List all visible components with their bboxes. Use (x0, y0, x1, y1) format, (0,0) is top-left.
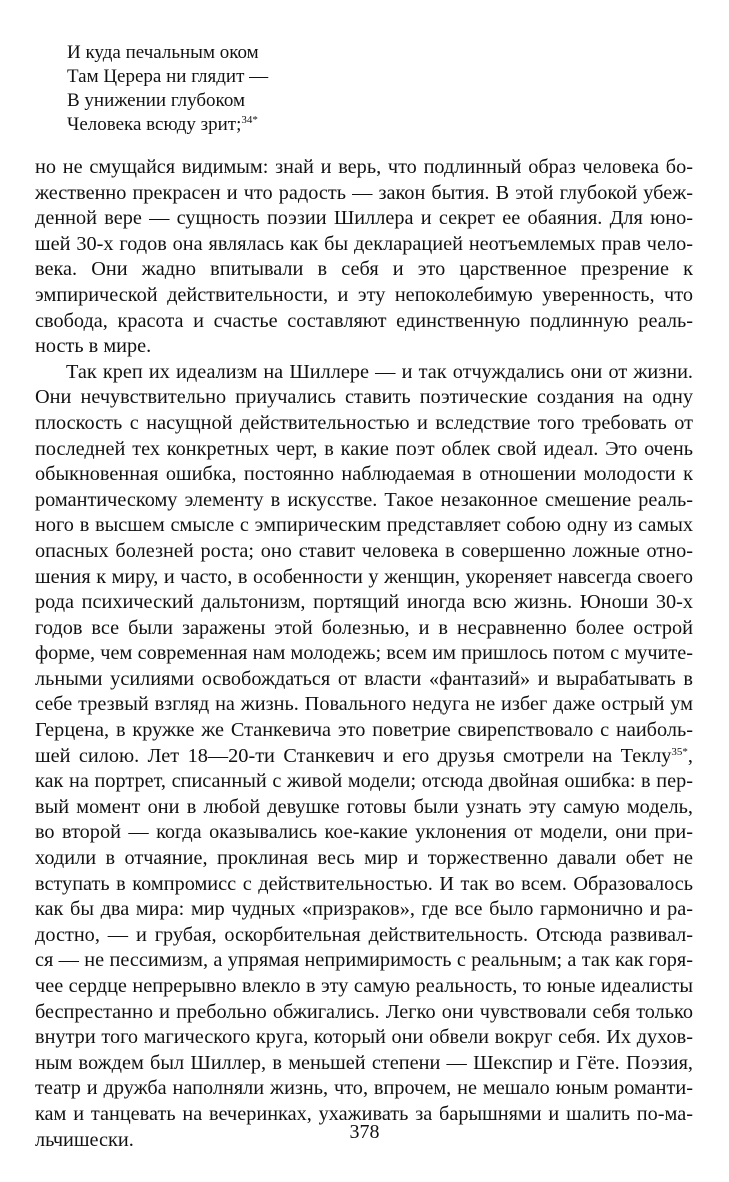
text-line: как на портрет, списанный с живой модели; отсюда двойная ошибка: в пер- (35, 770, 693, 793)
text-line: ного в высшем смысле с эмпирическим представляет собою одну из самых (35, 514, 693, 537)
text-line: шей 30-х годов она являлась как бы декларацией неотъемлемых прав чело- (35, 232, 693, 255)
text-line: чее сердце непрерывно влекло в эту самую реальность, то юные идеалисты (35, 975, 693, 997)
text-line: шения к миру, и часто, в особенности у женщин, укореняет навсегда своего (35, 565, 693, 588)
footnote-marker: 34* (241, 114, 258, 126)
text-line: во второй — когда оказывались кое-какие уклонения от модели, они при- (35, 821, 693, 844)
text-line: эмпирической действительности, и эту непоколебимую уверенность, что (35, 283, 693, 306)
text-line: Герцена, в кружке же Станкевича это поветрие свирепствовало с наиболь- (35, 719, 693, 742)
text-line: внутри того магического круга, который они обвели вокруг себя. Их духов- (35, 1026, 693, 1049)
text-line: денной вере — сущность поэзии Шиллера и секрет ее обаяния. Для юно- (35, 207, 693, 230)
text-line-content: шей силою. Лет 18—20-ти Станкевич и его друзья смотрели на Теклу (35, 744, 672, 767)
text-line: плоскость с насущной действительностью и вследствие того требовать от (35, 411, 693, 434)
text-line: вступать в компромисс с действительностью. И так во всем. Образовалось (35, 872, 693, 895)
footnote-marker: 35* (671, 745, 688, 758)
text-line: себе трезвый взгляд на жизнь. Повального недуга не избег даже острый ум (35, 693, 693, 716)
verse-line (67, 113, 268, 137)
page-number: 378 (349, 1121, 380, 1143)
body-text (35, 155, 693, 1153)
verse-line: И куда печальным оком (67, 42, 259, 63)
text-line: годов все были заражены этой болезнью, и в несравненно более острой (35, 616, 693, 639)
text-line: театр и дружба наполняли жизнь, что, впрочем, не мешало юным романти- (35, 1077, 693, 1100)
text-line: опасных болезней роста; оно ставит человека в совершенно ложные отно- (35, 539, 693, 562)
text-line: века. Они жадно впитывали в себя и это царственное презрение к (35, 258, 693, 281)
text-line: беспрестанно и пребольно обжигались. Легко они чувствовали себя только (35, 1000, 693, 1023)
text-line: шей силою. Лет 18—20-ти Станкевич и его друзья смотрели на Теклу$^{35*}$, (35, 744, 693, 767)
epigraph-verse (67, 41, 268, 137)
text-line: льными усилиями освобождаться от власти «фантазий» и вырабатывать в (35, 667, 693, 690)
text-line: жественно прекрасен и что радость — закон бытия. В этой глубокой убеж- (35, 181, 693, 204)
text-line: Так креп их идеализм на Шиллере — и так отчуждались они от жизни. (66, 360, 693, 383)
text-line: вый момент они в любой девушке готовы были узнать эту самую модель, (35, 795, 693, 818)
text-line: кам и танцевать на вечеринках, ухаживать за барышнями и шалить по-ма- (35, 1102, 693, 1125)
text-line: ся — не пессимизм, а упрямая непримиримость с реальным; а так как горя- (35, 949, 693, 972)
text-line: ным вождем был Шиллер, в меньшей степени — Шекспир и Гёте. Поэзия, (35, 1051, 693, 1074)
text-line: но не смущайся видимым: знай и верь, что подлинный образ человека бо- (35, 156, 693, 178)
text-line: форме, чем современная нам молодежь; всем им пришлось потом с мучите- (35, 642, 693, 665)
text-line: свобода, красота и счастье составляют единственную подлинную реаль- (35, 309, 693, 332)
text-line: как бы два мира: мир чудных «призраков», где все было гармонично и ра- (35, 898, 693, 921)
text-line: льчишески. (35, 1128, 134, 1151)
text-line: обыкновенная ошибка, постоянно наблюдаемая в отношении молодости к (35, 463, 693, 486)
verse-line: Там Церера ни глядит — (67, 66, 269, 87)
text-line: достно, — и грубая, оскорбительная действительность. Отсюда развивал- (35, 923, 693, 946)
text-line: последней тех конкретных черт, в какие поэт облек свой идеал. Это очень (35, 437, 693, 460)
verse-line: В унижении глубоком (67, 90, 245, 111)
text-line: ность в мире. (35, 335, 152, 358)
text-line: рода психический дальтонизм, портящий иногда всю жизнь. Юноши 30-х (35, 591, 693, 614)
verse-line-text: Человека всюду зрит; (67, 114, 242, 135)
text-line: романтическому элементу в искусстве. Такое незаконное смешение реаль- (35, 488, 693, 511)
text-line: Они нечувствительно приучались ставить поэтические создания на одну (35, 386, 693, 409)
text-line: ходили в отчаяние, проклиная весь мир и торжественно давали обет не (35, 847, 693, 870)
